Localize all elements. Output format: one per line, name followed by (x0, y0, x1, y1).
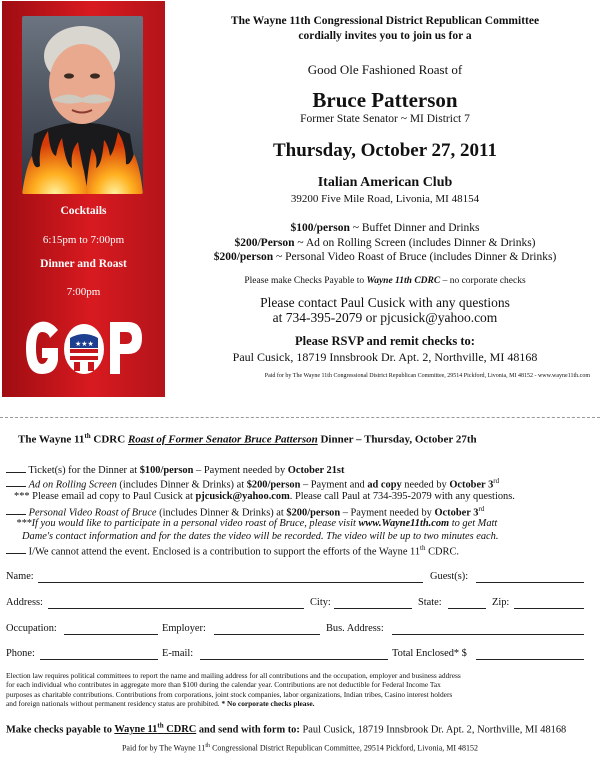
checks-payee: Wayne 11th CDRC (366, 276, 441, 286)
item4-text-b: CDRC. (425, 546, 459, 558)
price-line-2 (180, 237, 590, 249)
item3-note1-c: to get Matt (449, 518, 498, 529)
checks-pre-text: Please make Checks Payable to (244, 276, 367, 286)
occupation-label: Occupation: (6, 623, 57, 634)
phone-label: Phone: (6, 648, 35, 659)
contact-line-1: Please contact Paul Cusick with any questions (260, 295, 510, 310)
item2-note-c: . Please call Paul at 734-395-2079 with any questions. (289, 491, 515, 502)
item1-text-c: – Payment needed by (193, 465, 288, 476)
item4-sup: th (420, 544, 426, 552)
item4-text-a: I/We cannot attend the event. Enclosed is a contribution to support the efforts of the Wayne 11 (28, 546, 421, 558)
item2-sup: rd (493, 477, 500, 485)
dinner-label: Dinner and Roast (40, 258, 127, 270)
paid-by-bottom-sup: th (205, 743, 211, 749)
dinner-time: 7:00pm (66, 286, 101, 298)
video-qty-blank[interactable] (6, 505, 26, 515)
zip-label: Zip: (492, 597, 510, 608)
item2-price: $200/person (246, 479, 301, 491)
checks-payable-note (180, 276, 590, 286)
form-heading-mid: CDRC (90, 433, 128, 446)
video-option (6, 505, 484, 518)
send-payee-c: CDRC (163, 724, 197, 736)
honoree-name: Bruce Patterson (312, 88, 458, 112)
video-note-2: Dame's contact information and for the dates the video will be recorded. The video will be up to two minutes each. (22, 531, 499, 542)
bus-address-label: Bus. Address: (326, 623, 384, 634)
legal-line-3: purposes as charitable contributions. Contributions from corporations, joint stock companies, labor organizations, Indian tribes, Casino interest holders (6, 689, 453, 699)
legal-line-2: for each individual who contributes in aggregate more than $100 during the calendar year. Contributions are not deductible for Federal Income Tax (6, 680, 441, 690)
no-corporate-checks: * No corporate checks please. (221, 698, 315, 708)
occupation-field[interactable] (64, 634, 158, 635)
form-heading (18, 432, 477, 446)
send-payee (114, 724, 196, 735)
form-heading-sup: th (84, 432, 91, 440)
ad-qty-blank[interactable] (6, 477, 26, 487)
rsvp-address: Paul Cusick, 18719 Innsbrook Dr. Apt. 2, Northville, MI 48168 (232, 350, 538, 364)
honoree-portrait-photo (22, 16, 143, 194)
item2-text-b: (includes Dinner & Drinks) at (116, 479, 247, 491)
price-line-3 (180, 251, 590, 263)
host-line-2: cordially invites you to join us for a (298, 30, 472, 42)
contact-line-2: at 734-395-2079 or pjcusick@yahoo.com (272, 310, 498, 325)
item3-text-d: – Payment needed by (340, 507, 435, 519)
employer-field[interactable] (214, 634, 320, 635)
paid-by-bottom-a: Paid for by The Wayne 11 (121, 743, 206, 753)
legal-line-4-a: and foreign nationals without permanent residency status are prohibited. (6, 698, 222, 708)
price-2-amount: $200/Person (234, 237, 295, 249)
price-3-amount: $200/person (213, 251, 274, 263)
item2-text-f: needed by (401, 479, 450, 491)
form-heading-post: Dinner – Thursday, October 27th (317, 433, 477, 446)
venue-name: Italian American Club (317, 175, 453, 190)
city-field[interactable] (334, 608, 412, 609)
item2-name: Ad on Rolling Screen (28, 479, 117, 491)
phone-field[interactable] (40, 659, 158, 660)
paid-by-bottom (0, 743, 600, 753)
cut-line-divider (0, 417, 600, 418)
price-2-desc: ~ Ad on Rolling Screen (includes Dinner & Drinks) (294, 237, 536, 249)
rsvp-title: Please RSVP and remit checks to: (295, 334, 475, 348)
item1-deadline: October 21st (287, 465, 345, 476)
ad-note (14, 491, 515, 502)
price-1-desc: ~ Buffet Dinner and Drinks (349, 222, 480, 234)
send-sup: th (157, 722, 164, 730)
honoree-title: Former State Senator ~ MI District 7 (300, 113, 470, 125)
gop-logo (22, 316, 146, 380)
send-payee-a: Wayne 11 (114, 724, 158, 736)
zip-field[interactable] (514, 608, 584, 609)
checks-post-text: – no corporate checks (440, 276, 526, 286)
address-field[interactable] (48, 608, 304, 609)
address-label: Address: (6, 597, 43, 608)
venue-address: 39200 Five Mile Road, Livonia, MI 48154 (290, 193, 480, 205)
item3-note1-a: ***If you would like to participate in a personal video roast of Bruce, please visit (16, 518, 359, 529)
form-heading-event: Roast of Former Senator Bruce Patterson (127, 433, 318, 446)
guests-field[interactable] (476, 582, 584, 583)
email-field[interactable] (200, 659, 388, 660)
item3-name: Personal Video Roast of Bruce (28, 507, 157, 519)
event-date: Thursday, October 27, 2011 (273, 140, 497, 161)
item2-note-a: *** Please email ad copy to Paul Cusick at (14, 491, 196, 502)
contribution-blank[interactable] (6, 544, 26, 554)
guests-label: Guest(s): (430, 571, 469, 582)
roast-line: Good Ole Fashioned Roast of (307, 62, 463, 77)
item2-ad-copy: ad copy (367, 479, 402, 491)
name-field[interactable] (38, 582, 423, 583)
send-address: Paul Cusick, 18719 Innsbrook Dr. Apt. 2, Northville, MI 48168 (302, 724, 567, 736)
ticket-option (6, 463, 344, 476)
svg-text:★★★: ★★★ (75, 340, 94, 348)
legal-notice (6, 671, 596, 708)
item2-deadline: October 3 (449, 479, 494, 491)
contribution-option (6, 544, 459, 557)
price-1-amount: $100/person (290, 222, 350, 234)
city-label: City: (310, 597, 331, 608)
total-enclosed-label: Total Enclosed* $ (392, 648, 467, 659)
cocktails-time: 6:15pm to 7:00pm (42, 234, 125, 246)
price-line-1 (180, 222, 590, 234)
total-enclosed-field[interactable] (476, 659, 584, 660)
item3-note1-url: www.Wayne11th.com (358, 518, 450, 529)
paid-by-bottom-b: Congressional District Republican Committee, 29514 Pickford, Livonia, MI 48152 (210, 743, 479, 753)
email-label: E-mail: (162, 648, 194, 659)
state-label: State: (418, 597, 442, 608)
video-note-1 (16, 518, 497, 529)
host-line-1: The Wayne 11th Congressional District Republican Committee (230, 15, 540, 27)
send-text-a: Make checks payable to (6, 724, 115, 736)
item2-note-email: pjcusick@yahoo.com (195, 491, 290, 502)
state-field[interactable] (448, 608, 486, 609)
legal-line-1: Election law requires political committees to report the name and mailing address for all contributions and the occupation, employer and business address (6, 671, 461, 680)
ad-option (6, 477, 499, 490)
item2-text-d: – Payment and (300, 479, 368, 491)
item3-price: $200/person (286, 507, 341, 519)
item3-deadline: October 3 (434, 507, 479, 519)
name-label: Name: (6, 571, 34, 582)
form-heading-pre: The Wayne 11 (18, 433, 85, 446)
bus-address-field[interactable] (392, 634, 584, 635)
send-text-d: and send with form to: (196, 724, 303, 736)
item3-sup: rd (478, 505, 485, 513)
send-instructions (6, 722, 566, 735)
employer-label: Employer: (162, 623, 206, 634)
paid-by-top: Paid for by The Wayne 11th Congressional District Republican Committee, 29514 Pickford, Livonia, MI 48152 - www.wayne11th.com (264, 373, 590, 379)
price-3-desc: ~ Personal Video Roast of Bruce (includes Dinner & Drinks) (273, 251, 557, 263)
legal-line-4 (6, 699, 596, 708)
ticket-qty-blank[interactable] (6, 463, 26, 473)
item1-text-a: Ticket(s) for the Dinner at (28, 465, 140, 476)
item3-text-b: (includes Dinner & Drinks) at (156, 507, 287, 519)
cocktails-label: Cocktails (60, 205, 107, 217)
item1-price: $100/person (139, 465, 194, 476)
